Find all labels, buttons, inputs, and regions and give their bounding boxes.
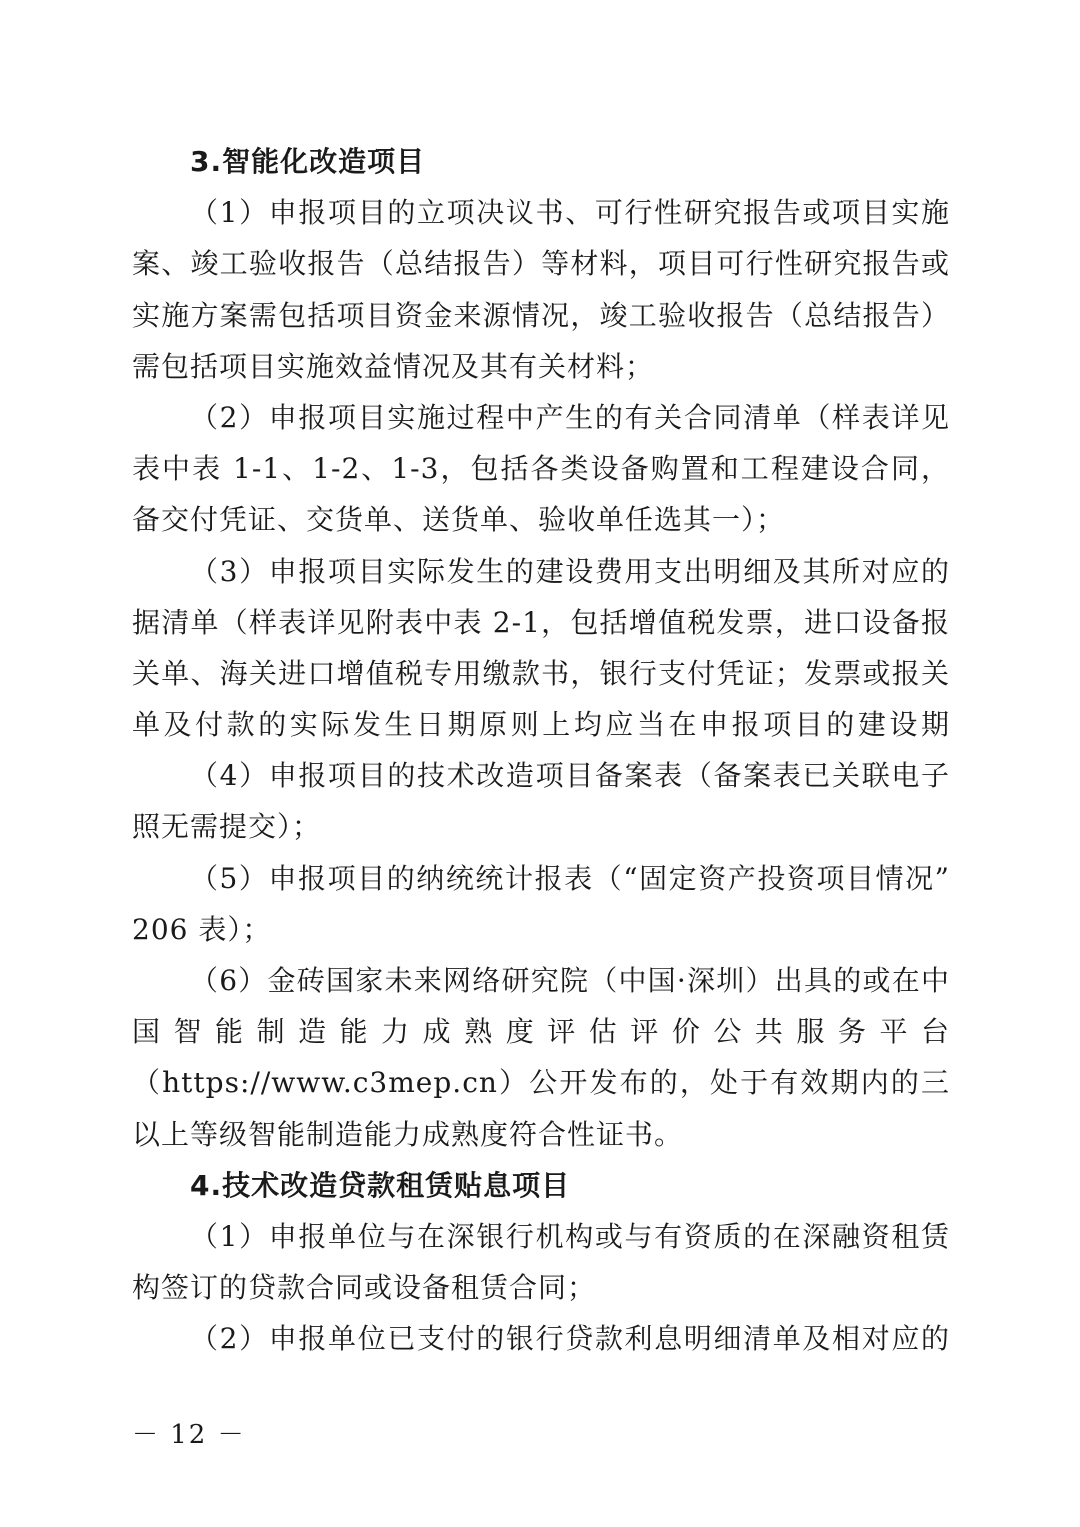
body-line: （1）申报项目的立项决议书、可行性研究报告或项目实施 xyxy=(190,196,950,230)
section-heading-intelligent-upgrade: 3.智能化改造项目 xyxy=(190,145,426,178)
body-line: 国 智 能 制 造 能 力 成 熟 度 评 估 评 价 公 共 服 务 平 台 xyxy=(132,1015,950,1049)
body-line: （6）金砖国家未来网络研究院（中国·深圳）出具的或在中 xyxy=(190,964,950,997)
section-heading-loan-lease-subsidy: 4.技术改造贷款租赁贴息项目 xyxy=(190,1168,571,1202)
body-line: （3）申报项目实际发生的建设费用支出明细及其所对应的 xyxy=(190,554,950,588)
body-line: 表中表 1-1、1-2、1-3，包括各类设备购置和工程建设合同， xyxy=(132,452,950,486)
body-line: 构签订的贷款合同或设备租赁合同； xyxy=(132,1271,597,1305)
body-line: （4）申报项目的技术改造项目备案表（备案表已关联电子 xyxy=(190,759,950,793)
body-line: 206 表）； xyxy=(132,912,272,946)
body-line: （2）申报项目实施过程中产生的有关合同清单（样表详见 xyxy=(190,400,950,434)
body-line: （2）申报单位已支付的银行贷款利息明细清单及相对应的 xyxy=(190,1322,950,1356)
body-line: 照无需提交）； xyxy=(132,810,322,844)
body-line: 需包括项目实施效益情况及其有关材料； xyxy=(132,349,655,383)
page-number: － 12 － xyxy=(132,1420,246,1450)
body-line: 单及付款的实际发生日期原则上均应当在申报项目的建设期 xyxy=(132,708,950,742)
body-line: 据清单（样表详见附表中表 2-1，包括增值税发票，进口设备报 xyxy=(132,605,950,639)
document-body xyxy=(132,136,950,1365)
body-line: 以上等级智能制造能力成熟度符合性证书。 xyxy=(132,1117,684,1151)
body-line: （https://www.c3mep.cn）公开发布的，处于有效期内的三 xyxy=(132,1066,950,1100)
body-line: 关单、海关进口增值税专用缴款书，银行支付凭证；发票或报关 xyxy=(132,656,950,690)
body-line: （5）申报项目的纳统统计报表（“固定资产投资项目情况” xyxy=(190,861,950,895)
body-line: 备交付凭证、交货单、送货单、验收单任选其一）； xyxy=(132,503,786,537)
body-line: 案、竣工验收报告（总结报告）等材料，项目可行性研究报告或 xyxy=(132,247,950,281)
body-line: （1）申报单位与在深银行机构或与有资质的在深融资租赁 xyxy=(190,1219,950,1253)
body-line: 实施方案需包括项目资金来源情况，竣工验收报告（总结报告） xyxy=(132,298,950,332)
